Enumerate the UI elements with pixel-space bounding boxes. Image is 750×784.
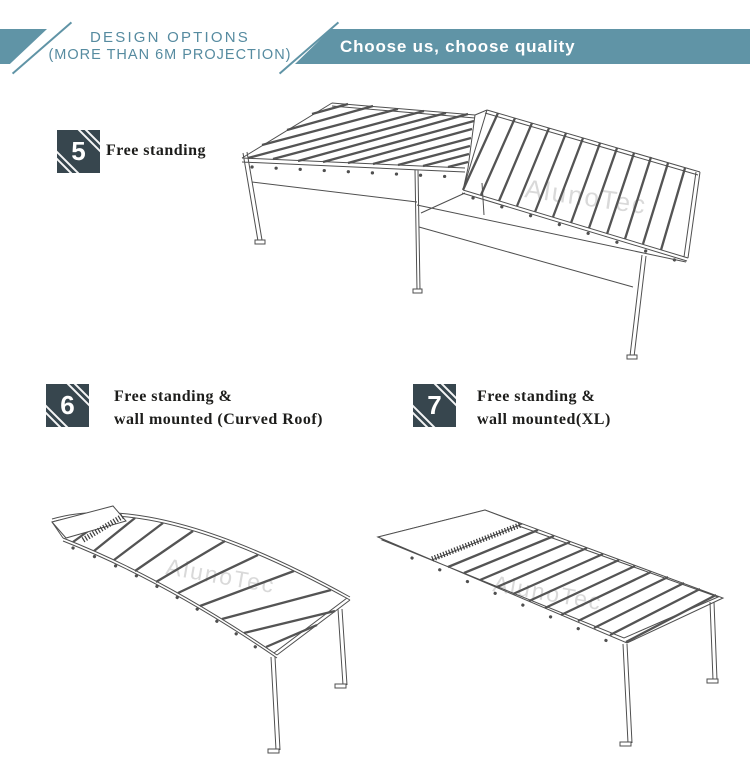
design-7-number: 7	[427, 390, 442, 420]
curved-roof-slats	[73, 516, 335, 647]
header-title-line1: DESIGN OPTIONS	[90, 29, 250, 46]
post-foot	[707, 679, 718, 683]
design-5-label-line1: Free standing	[106, 142, 206, 159]
design-7-badge	[413, 384, 456, 427]
design-5-label	[106, 139, 206, 162]
post-foot	[620, 742, 631, 746]
design-7-pergola-illustration	[372, 505, 747, 755]
header-banner-text: Choose us, choose quality	[340, 37, 576, 56]
left-roof-slats	[248, 104, 474, 167]
watermark-text: AlunoTec	[164, 553, 278, 599]
header-title-line2: (MORE THAN 6M PROJECTION)	[48, 47, 292, 63]
design-5-badge	[57, 130, 100, 173]
post-foot	[627, 355, 637, 359]
watermark-text: AlunoTec	[491, 570, 605, 616]
design-6-label-line2: wall mounted (Curved Roof)	[114, 411, 323, 428]
post-foot	[255, 240, 265, 244]
design-6-badge	[46, 384, 89, 427]
header-band-left-piece	[0, 29, 47, 64]
post-foot	[335, 684, 346, 688]
design-5-number: 5	[71, 136, 86, 166]
design-7-label-line2: wall mounted(XL)	[477, 411, 611, 428]
design-6-label	[114, 385, 323, 431]
design-6-pergola-illustration	[25, 478, 370, 778]
design-7-label	[477, 385, 611, 431]
pergola-legs	[271, 609, 347, 750]
header-title	[45, 28, 295, 64]
design-5-pergola-illustration	[218, 93, 730, 368]
post-foot	[268, 749, 279, 753]
watermark-text: AlunoTec	[523, 173, 650, 221]
design-6-label-line1: Free standing &	[114, 388, 233, 405]
eave-brackets	[252, 167, 456, 177]
post-foot	[413, 289, 422, 293]
design-6-number: 6	[60, 390, 75, 420]
design-7-label-line1: Free standing &	[477, 388, 596, 405]
